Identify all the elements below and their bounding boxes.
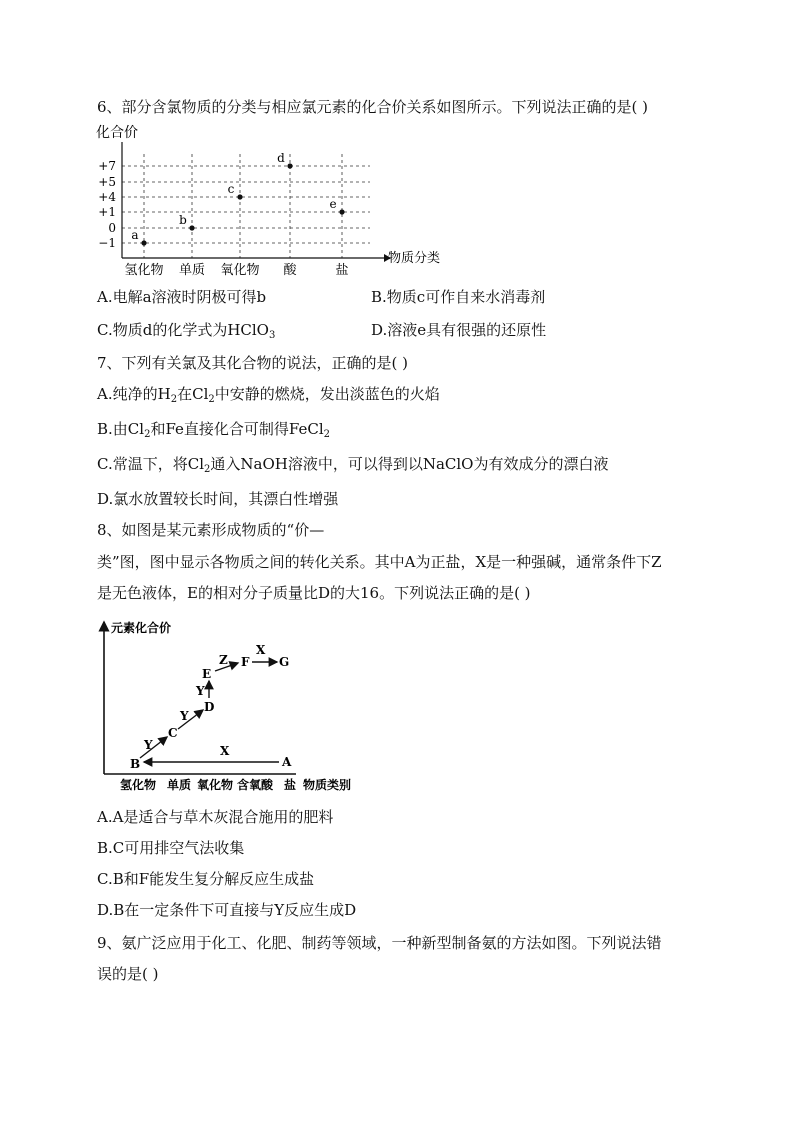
q6-point-c	[237, 194, 242, 199]
q6-point-label-c: c	[227, 182, 235, 196]
q8-label-y-bc: Y	[144, 738, 153, 752]
q8-category-element: 单质	[167, 778, 192, 792]
q6-y-tick-label: +7	[98, 159, 116, 173]
q6-point-label-e: e	[329, 197, 337, 211]
q8-node-a: A	[282, 755, 292, 769]
q6-y-axis-label: 化合价	[96, 125, 138, 141]
q6-option-d: D.溶液e具有很强的还原性	[371, 321, 547, 339]
q6-point-a	[141, 240, 146, 245]
q7-option-d: D.氯水放置较长时间，其漂白性增强	[97, 490, 339, 508]
q8-label-z: Z	[219, 653, 228, 667]
q9-stem-line2: 误的是( )	[97, 965, 159, 983]
q8-node-d: D	[204, 700, 215, 714]
q8-stem-line2: 类”图，图中显示各物质之间的转化关系。其中A为正盐，X是一种强碱，通常条件下Z	[97, 553, 662, 571]
q8-y-axis-label: 元素化合价	[111, 621, 172, 635]
q8-x-axis-label: 物质类别	[303, 778, 352, 792]
q8-stem-line3: 是无色液体，E的相对分子质量比D的大16。下列说法正确的是( )	[97, 584, 531, 602]
q8-category-hydride: 氢化物	[120, 778, 157, 792]
q8-node-g: G	[279, 655, 290, 669]
q8-label-x-bottom: X	[220, 744, 230, 758]
q8-node-e: E	[202, 667, 212, 681]
q6-y-tick-label: −1	[98, 236, 116, 250]
q6-option-a: A.电解a溶液时阴极可得b	[97, 288, 267, 306]
q7-option-c: C.常温下，将$Cl_2$通入NaOH溶液中，可以得到以NaClO为有效成分的漂白液	[97, 455, 609, 475]
q6-point-e	[339, 209, 344, 214]
q6-x-category-label: 酸	[283, 263, 297, 278]
q8-option-a: A.A是适合与草木灰混合施用的肥料	[97, 808, 334, 826]
q8-option-b: B.C可用排空气法收集	[97, 839, 245, 857]
q6-x-category-label: 氢化物	[124, 263, 164, 278]
q8-stem-line1: 8、如图是某元素形成物质的“价—	[97, 521, 325, 539]
q6-x-category-label: 盐	[335, 263, 349, 278]
q6-x-category-label: 氧化物	[220, 263, 260, 278]
q6-point-label-b: b	[179, 213, 187, 227]
q8-diagram	[96, 618, 352, 798]
q6-y-tick-label: +4	[98, 190, 116, 204]
q8-node-f: F	[241, 655, 250, 669]
q6-x-category-label: 单质	[178, 263, 206, 278]
q8-label-y-cd: Y	[180, 709, 189, 723]
q6-point-d	[287, 163, 292, 168]
q6-y-tick-label: 0	[108, 221, 116, 235]
q6-point-label-a: a	[131, 228, 139, 242]
q9-stem-line1: 9、氨广泛应用于化工、化肥、制药等领域，一种新型制备氨的方法如图。下列说法错	[97, 934, 662, 952]
q7-stem: 7、下列有关氯及其化合物的说法，正确的是( )	[97, 354, 409, 372]
q8-node-c: C	[168, 726, 178, 740]
q8-category-oxide: 氧化物	[197, 778, 234, 792]
q6-point-b	[189, 225, 194, 230]
q6-y-tick-label: +1	[98, 205, 116, 219]
q8-option-d: D.B在一定条件下可直接与Y反应生成D	[97, 901, 357, 919]
q8-category-salt: 盐	[284, 778, 297, 792]
q6-stem: 6、部分含氯物质的分类与相应氯元素的化合价关系如图所示。下列说法正确的是( )	[97, 98, 649, 116]
q8-category-oxyacid: 含氧酸	[237, 778, 274, 792]
q6-option-b: B.物质c可作自来水消毒剂	[371, 288, 546, 306]
q6-point-label-d: d	[277, 151, 285, 165]
q7-option-a: A.纯净的$H_2$在$Cl_2$中安静的燃烧，发出淡蓝色的火焰	[97, 385, 440, 405]
q6-chart	[92, 122, 492, 282]
q6-x-axis-label: 物质分类	[388, 251, 441, 266]
q8-label-y-de: Y	[196, 684, 205, 698]
q6-y-tick-label: +5	[98, 175, 116, 189]
q6-option-c: C.物质d的化学式为HClO$_3$	[97, 321, 276, 341]
q8-node-b: B	[130, 757, 141, 771]
q7-option-b: B.由$Cl_2$和Fe直接化合可制得FeCl$_2$	[97, 420, 331, 440]
q8-option-c: C.B和F能发生复分解反应生成盐	[97, 870, 315, 888]
q8-label-x-top: X	[256, 643, 266, 657]
